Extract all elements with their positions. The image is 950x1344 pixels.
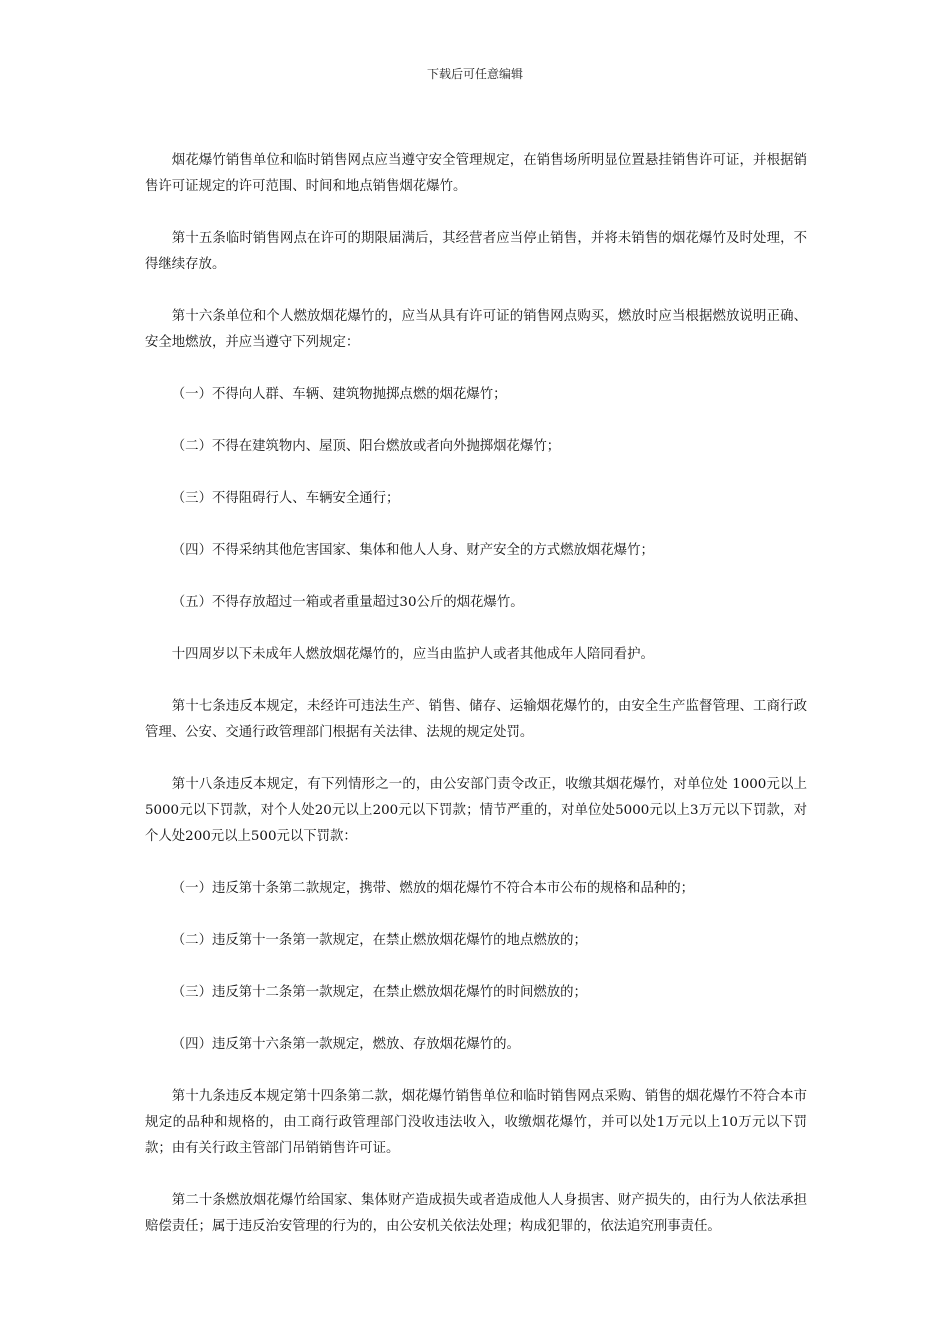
list-item: （五）不得存放超过一箱或者重量超过30公斤的烟花爆竹。 (171, 595, 524, 610)
paragraph: 烟花爆竹销售单位和临时销售网点应当遵守安全管理规定，在销售场所明显位置悬挂销售许可证，并根据销售许可证规定的许可范围、时间和地点销售烟花爆竹。 (145, 153, 807, 194)
paragraph-article-20: 第二十条燃放烟花爆竹给国家、集体财产造成损失或者造成他人人身损害、财产损失的，由行为人依法承担赔偿责任；属于违反治安管理的行为的，由公安机关依法处理；构成犯罪的，依法追究刑事责任。 (145, 1193, 807, 1234)
list-item: （一）违反第十条第二款规定，携带、燃放的烟花爆竹不符合本市公布的规格和品种的； (171, 881, 695, 896)
paragraph-article-16: 第十六条单位和个人燃放烟花爆竹的，应当从具有许可证的销售网点购买，燃放时应当根据燃放说明正确、安全地燃放，并应当遵守下列规定： (145, 309, 807, 350)
document-body (145, 148, 807, 1266)
paragraph: 十四周岁以下未成年人燃放烟花爆竹的，应当由监护人或者其他成年人陪同看护。 (171, 647, 654, 662)
list-item: （一）不得向人群、车辆、建筑物抛掷点燃的烟花爆竹； (171, 387, 507, 402)
list-item: （三）不得阻碍行人、车辆安全通行； (171, 491, 400, 506)
paragraph-article-17: 第十七条违反本规定，未经许可违法生产、销售、储存、运输烟花爆竹的，由安全生产监督管理、工商行政管理、公安、交通行政管理部门根据有关法律、法规的规定处罚。 (145, 699, 807, 740)
paragraph-article-19: 第十九条违反本规定第十四条第二款，烟花爆竹销售单位和临时销售网点采购、销售的烟花爆竹不符合本市规定的品种和规格的，由工商行政管理部门没收违法收入，收缴烟花爆竹，并可以处1万元以上10万元以下罚款；由有关行政主管部门吊销销售许可证。 (145, 1089, 807, 1156)
list-item: （四）违反第十六条第一款规定，燃放、存放烟花爆竹的。 (171, 1037, 520, 1052)
list-item: （二）不得在建筑物内、屋顶、阳台燃放或者向外抛掷烟花爆竹； (171, 439, 561, 454)
list-item: （三）违反第十二条第一款规定，在禁止燃放烟花爆竹的时间燃放的； (171, 985, 587, 1000)
list-item: （二）违反第十一条第一款规定，在禁止燃放烟花爆竹的地点燃放的； (171, 933, 587, 948)
page-header: 下载后可任意编辑 (426, 67, 523, 81)
paragraph-article-15: 第十五条临时销售网点在许可的期限届满后，其经营者应当停止销售，并将未销售的烟花爆竹及时处理，不得继续存放。 (145, 231, 807, 272)
list-item: （四）不得采纳其他危害国家、集体和他人人身、财产安全的方式燃放烟花爆竹； (171, 543, 654, 558)
paragraph-article-18: 第十八条违反本规定，有下列情形之一的，由公安部门责令改正，收缴其烟花爆竹，对单位处 1000元以上5000元以下罚款，对个人处20元以上200元以下罚款；情节严重的，对单位处5000元以上3万元以下罚款，对个人处200元以上500元以下罚款： (145, 777, 807, 844)
